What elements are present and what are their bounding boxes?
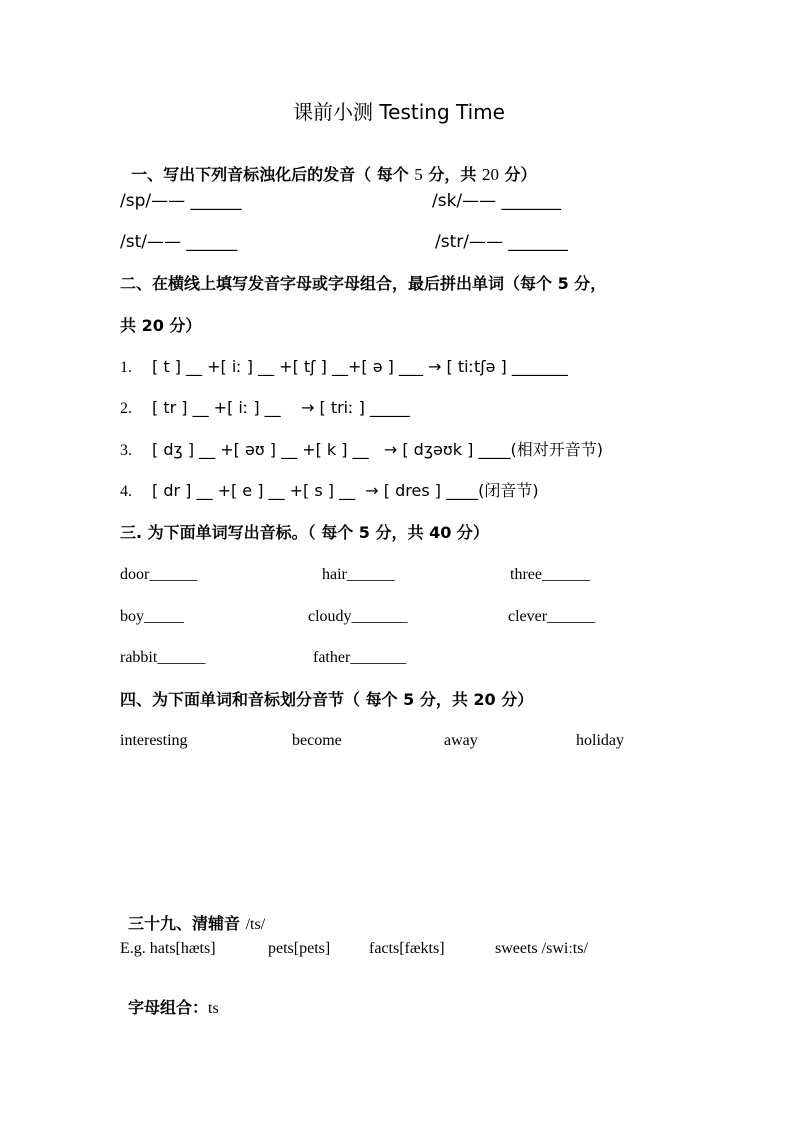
word-item: boy_____: [120, 608, 184, 625]
section1-heading-a: 一、写出下列音标浊化后的发音（ 每个: [131, 165, 415, 184]
word-item: rabbit______: [120, 649, 206, 666]
section5-heading-a: 三十九、清辅音: [128, 914, 246, 933]
example-item: pets[pets]: [268, 940, 331, 957]
section1-item: /sp/—— ______: [120, 191, 242, 211]
word-item: away: [444, 732, 478, 749]
combo-value: ts: [208, 1000, 219, 1017]
word-item: father_______: [313, 649, 407, 666]
word-item: become: [292, 732, 342, 749]
section4-heading: 四、为下面单词和音标划分音节（ 每个 5 分，共 20 分）: [120, 690, 534, 709]
combo-label: 字母组合：: [128, 998, 209, 1017]
section1-heading-n2: 20: [481, 165, 499, 184]
section2-item-number: 3.: [120, 442, 132, 459]
section2-item: [ dr ] __ +[ e ] __ +[ s ] __ → [ dres ] ____(闭音节): [152, 481, 539, 500]
section5-heading: [120, 900, 265, 933]
section2-heading-line1: 二、在横线上填写发音字母或字母组合，最后拼出单词（每个 5 分，: [120, 274, 607, 293]
section1-heading-c: 分）: [498, 165, 537, 184]
word-item: interesting: [120, 732, 188, 749]
section1-heading: [120, 150, 537, 183]
word-item: door______: [120, 566, 198, 583]
section1-item: /str/—— _______: [435, 232, 568, 252]
section2-item-number: 2.: [120, 400, 132, 417]
section2-item-number: 4.: [120, 483, 132, 500]
letter-combination: [120, 984, 219, 1017]
word-item: hair______: [322, 566, 395, 583]
word-item: cloudy_______: [308, 608, 408, 625]
section1-heading-b: 分，共: [422, 165, 482, 184]
word-item: clever______: [508, 608, 596, 625]
example-item: E.g. hats[hæts]: [120, 940, 216, 957]
page-title: 课前小测 Testing Time: [293, 100, 505, 124]
section2-item-number: 1.: [120, 359, 132, 376]
section1-item: /st/—— ______: [120, 232, 238, 252]
section5-heading-b: /ts/: [245, 916, 266, 933]
section2-item: [ tr ] __ +[ iː ] __ → [ triː ] _____: [152, 398, 410, 417]
section1-item: /sk/—— _______: [432, 191, 562, 211]
section3-heading: 三. 为下面单词写出音标。（ 每个 5 分，共 40 分）: [120, 523, 489, 542]
section2-item: [ dʒ ] __ +[ əʊ ] __ +[ k ] __ → [ dʒəʊk ] ____(相对开音节): [152, 440, 603, 459]
section2-item: [ t ] __ +[ iː ] __ +[ tʃ ] __+[ ə ] ___ → [ tiːtʃə ] _______: [152, 357, 568, 376]
word-item: holiday: [576, 732, 624, 749]
section1-heading-n1: 5: [414, 165, 423, 184]
section2-heading-line2: 共 20 分）: [120, 316, 202, 335]
example-item: facts[fækts]: [369, 940, 445, 957]
word-item: three______: [510, 566, 590, 583]
example-item: sweets /swiːts/: [495, 940, 588, 957]
